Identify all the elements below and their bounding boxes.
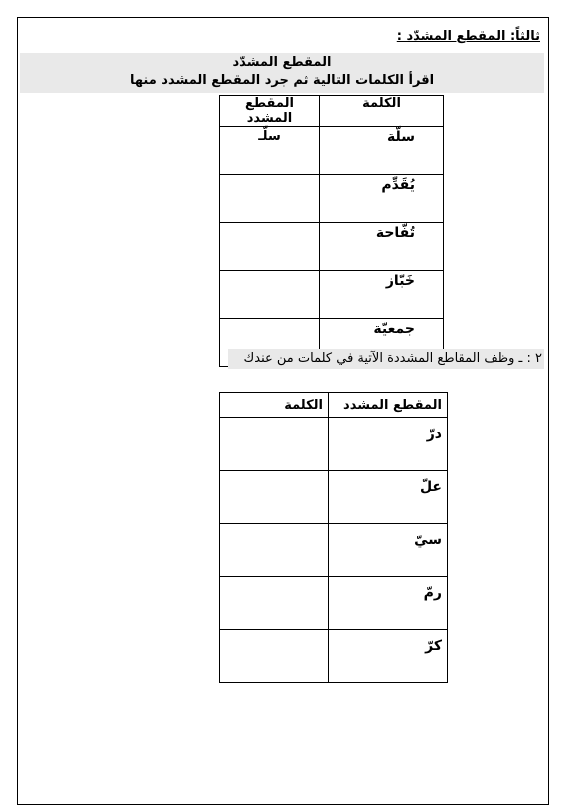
segment-cell[interactable]: سلّـ [220, 127, 320, 175]
segment-cell: علّ [329, 471, 448, 524]
word-cell[interactable] [220, 418, 329, 471]
word-cell: يُقَدِّم [320, 175, 444, 223]
table-row [220, 223, 444, 271]
segment-extraction-table [219, 95, 444, 367]
header-segment: المقطع المشدد [329, 393, 448, 418]
table-header-row [220, 96, 444, 127]
table-row [220, 471, 448, 524]
table-row [220, 175, 444, 223]
section-heading: ثالثاً: المقطع المشدّد : [396, 29, 540, 44]
word-cell[interactable] [220, 630, 329, 683]
segment-cell[interactable] [220, 223, 320, 271]
table-row [220, 418, 448, 471]
word-cell: خَبّاز [320, 271, 444, 319]
question2-text: ٢ : ـ وظف المقاطع المشددة الآتية في كلمات من عندك [243, 351, 542, 366]
segment-cell: سيّ [329, 524, 448, 577]
header-word: الكلمة [220, 393, 329, 418]
header-segment: المقطع المشدد [220, 96, 320, 127]
instruction-text: اقرأ الكلمات التالية ثم جرد المقطع المشدد منها [129, 73, 435, 88]
table-row [220, 630, 448, 683]
segment-cell: درّ [329, 418, 448, 471]
segment-cell: كرّ [329, 630, 448, 683]
segment-usage-table [219, 392, 448, 683]
word-cell[interactable] [220, 577, 329, 630]
table-header-row [220, 393, 448, 418]
word-cell: تُفّاحة [320, 223, 444, 271]
word-cell: جمعيّة [320, 319, 444, 367]
table-row [220, 127, 444, 175]
header-word: الكلمة [320, 96, 444, 127]
word-cell: سلّة [320, 127, 444, 175]
segment-cell: رمّ [329, 577, 448, 630]
box-title: المقطع المشدّد [232, 55, 332, 70]
word-cell[interactable] [220, 471, 329, 524]
table-row [220, 577, 448, 630]
table-row [220, 271, 444, 319]
segment-cell[interactable] [220, 271, 320, 319]
word-cell[interactable] [220, 524, 329, 577]
table-row [220, 524, 448, 577]
segment-cell[interactable] [220, 175, 320, 223]
